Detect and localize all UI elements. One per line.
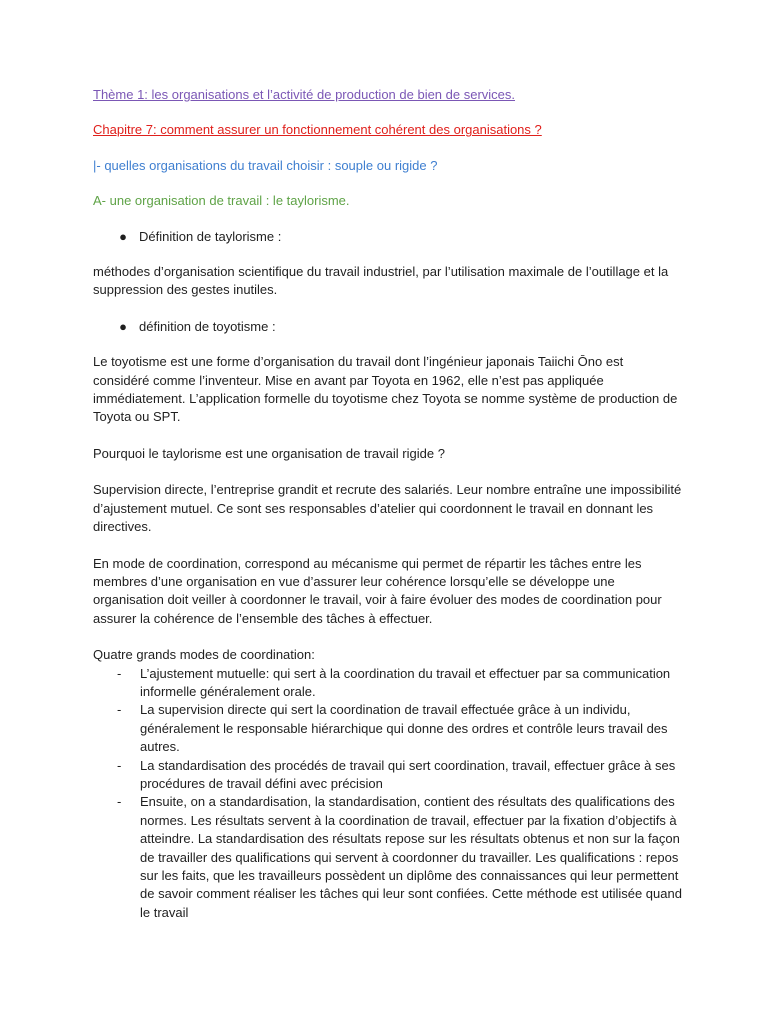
bullet-icon: ● — [119, 228, 127, 244]
definition-toyotisme-text: Le toyotisme est une forme d’organisation du travail dont l’ingénieur japonais Taiichi Ōno est considéré comme l’inventeur. Mise en avant par Toyota en 1962, elle n’est pas appliquée immédiatement. L’application formelle du toyotisme chez Toyota se nomme système de production de Toyota ou SPT. — [93, 354, 678, 425]
section-heading: |- quelles organisations du travail choisir : souple ou rigide ? — [93, 157, 438, 173]
definition-label: définition de toyotisme : — [139, 318, 276, 334]
coordination-modes-list — [93, 665, 683, 923]
list-item-text: La standardisation des procédés de travail qui sert coordination, travail, effectuer grâce à ses procédures de travail défini avec précision — [140, 757, 676, 791]
coordination-paragraph: En mode de coordination, correspond au mécanisme qui permet de répartir les tâches entre les membres d’une organisation en vue d’assurer leur cohérence lorsqu’elle se développe une organisation doit veiller à coordonner le travail, voir à faire évoluer des modes de coordination pour assurer la cohérence de l’ensemble des tâches à effectuer. — [93, 555, 662, 626]
list-item — [93, 793, 683, 922]
modes-intro: Quatre grands modes de coordination: — [93, 647, 315, 663]
definition-toyotisme-label — [93, 318, 683, 336]
definition-label: Définition de taylorisme : — [139, 228, 282, 244]
list-item — [93, 665, 683, 702]
list-item — [93, 701, 683, 756]
definition-taylorisme-label — [93, 228, 683, 246]
list-item-text: La supervision directe qui sert la coordination de travail effectuée grâce à un individu, généralement le responsable hiérarchique qui donne des ordres et contrôle leurs travail des autres. — [140, 702, 668, 755]
question-paragraph: Pourquoi le taylorisme est une organisation de travail rigide ? — [93, 445, 445, 461]
dash-marker: - — [117, 757, 122, 773]
dash-marker: - — [117, 702, 122, 718]
list-item — [93, 757, 683, 794]
dash-marker: - — [117, 665, 122, 681]
subsection-heading: A- une organisation de travail : le taylorisme. — [93, 193, 350, 209]
bullet-icon: ● — [119, 318, 127, 334]
definition-taylorisme-text: méthodes d’organisation scientifique du travail industriel, par l’utilisation maximale de l’outillage et la suppression des gestes inutiles. — [93, 264, 669, 298]
document-body — [93, 86, 683, 922]
theme-heading: Thème 1: les organisations et l’activité de production de bien de services. — [93, 87, 516, 102]
dash-marker: - — [117, 794, 122, 810]
list-item-text: Ensuite, on a standardisation, la standardisation, contient des résultats des qualifications des normes. Les résultats servent à la coordination de travail, effectuer par la fixation d’objectifs à atteindre. La standardisation des résultats repose sur les résultats obtenus et non sur la façon de travailler des qualifications qui servent à coordonner du travailler. Les qualifications : repos sur les faits, que les travailleurs possèdent un diplôme des connaissances qui leur permettent de savoir comment réaliser les tâches qui leur sont confiées. Cette méthode est utilisée quand le travail — [140, 794, 682, 920]
answer-paragraph: Supervision directe, l’entreprise grandit et recrute des salariés. Leur nombre entraîne une impossibilité d’ajustement mutuel. Ce sont ses responsables d’atelier qui coordonnent le travail en donnant les directives. — [93, 482, 682, 535]
chapter-heading: Chapitre 7: comment assurer un fonctionnement cohérent des organisations ? — [93, 122, 542, 138]
list-item-text: L’ajustement mutuelle: qui sert à la coordination du travail et effectuer par sa communication informelle généralement orale. — [140, 665, 671, 699]
